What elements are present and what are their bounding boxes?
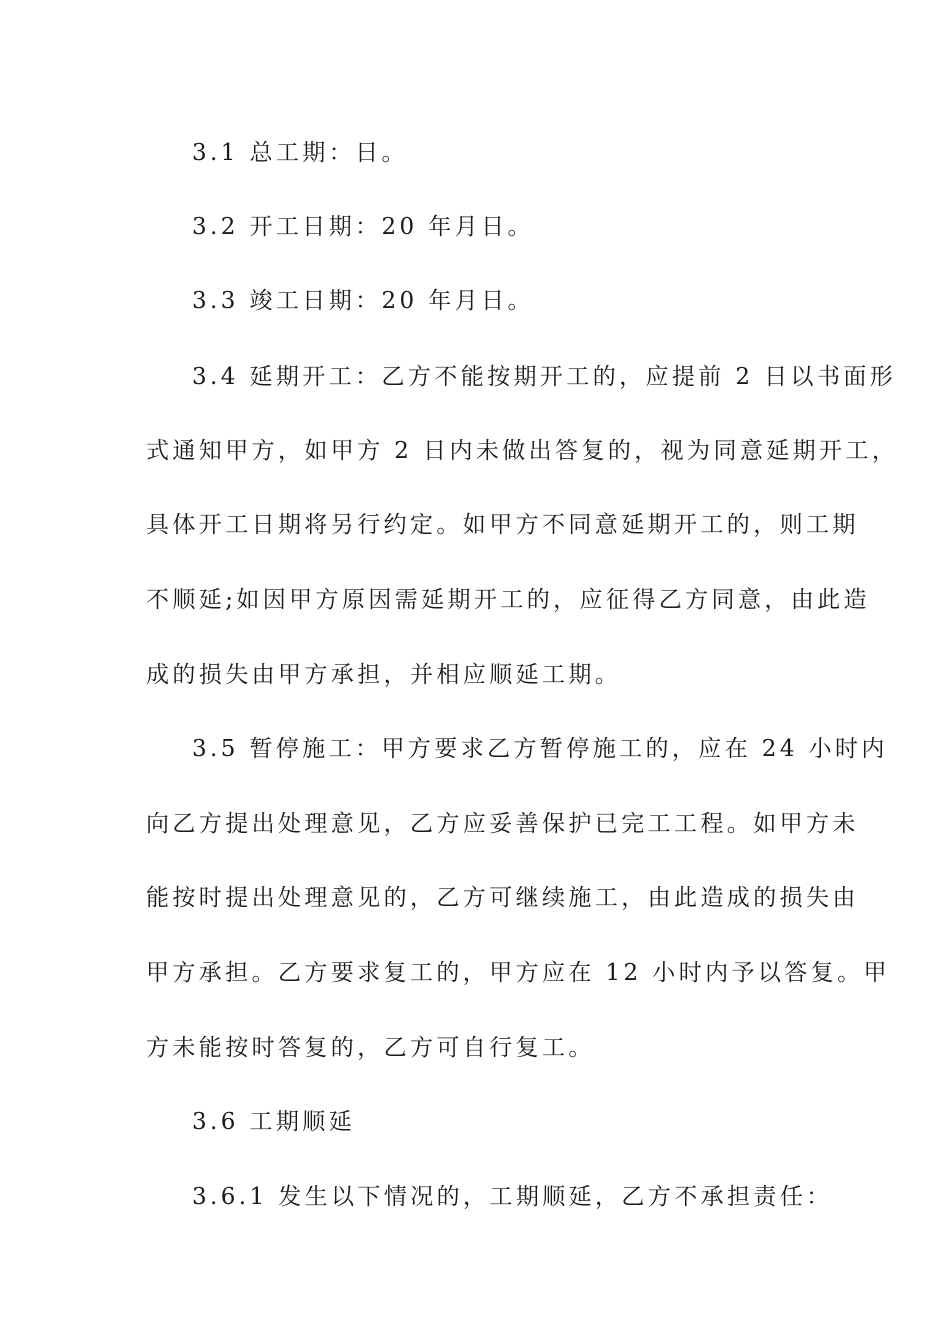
clause-3-6-heading: 3.6 工期顺延 (192, 1109, 356, 1135)
clause-3-6-1: 3.6.1 发生以下情况的，工期顺延，乙方不承担责任： (192, 1184, 833, 1210)
clause-3-4-line-1: 3.4 延期开工：乙方不能按期开工的，应提前 2 日以书面形 (192, 364, 897, 390)
clause-3-5-line-1: 3.5 暂停施工：甲方要求乙方暂停施工的，应在 24 小时内 (192, 736, 888, 762)
clause-3-2: 3.2 开工日期：20 年月日。 (192, 214, 534, 240)
clause-3-4-line-3: 具体开工日期将另行约定。如甲方不同意延期开工的，则工期 (146, 512, 859, 538)
clause-3-4-line-5: 成的损失由甲方承担，并相应顺延工期。 (146, 662, 622, 688)
clause-3-5-line-5: 方未能按时答复的，乙方可自行复工。 (146, 1035, 595, 1061)
clause-3-3: 3.3 竣工日期：20 年月日。 (192, 288, 534, 314)
clause-3-5-line-2: 向乙方提出处理意见，乙方应妥善保护已完工工程。如甲方未 (146, 811, 859, 837)
clause-3-4-line-2: 式通知甲方，如甲方 2 日内未做出答复的，视为同意延期开工， (146, 438, 899, 464)
clause-3-5-line-4: 甲方承担。乙方要求复工的，甲方应在 12 小时内予以答复。甲 (146, 960, 890, 986)
clause-3-1: 3.1 总工期：日。 (192, 140, 408, 166)
clause-3-4-line-4: 不顺延;如因甲方原因需延期开工的，应征得乙方同意，由此造 (146, 587, 870, 613)
clause-3-5-line-3: 能按时提出处理意见的，乙方可继续施工，由此造成的损失由 (146, 885, 859, 911)
